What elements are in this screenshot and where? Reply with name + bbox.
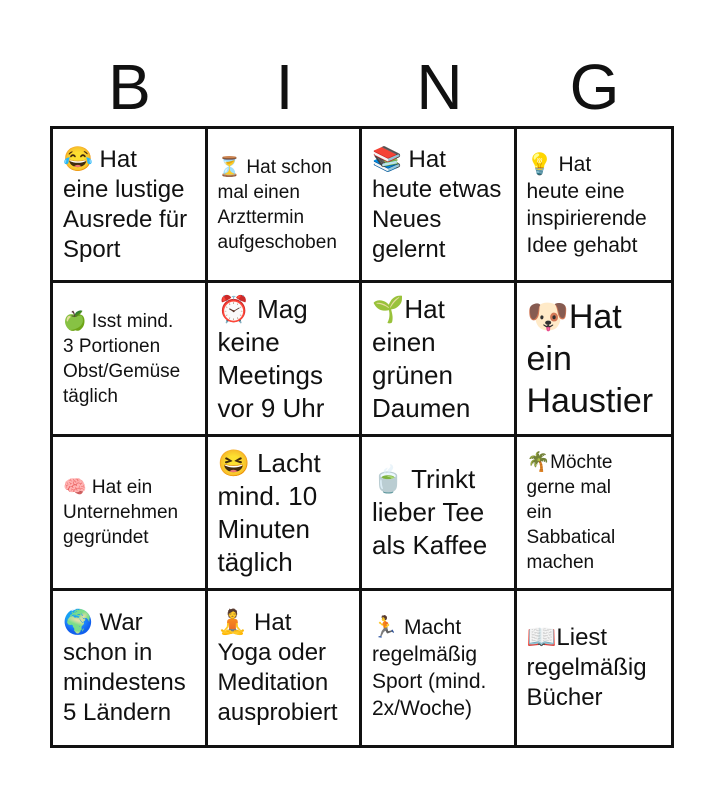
bingo-cell-r4c2[interactable]: [208, 591, 363, 745]
bingo-cell-r1c4[interactable]: [517, 129, 672, 283]
bingo-cell-r3c2[interactable]: [208, 437, 363, 591]
cell-text: 🍏 Isst mind. 3 Portionen Obst/Gemüse täglich: [63, 310, 181, 407]
cell-text: 😆 Lacht mind. 10 Minuten täglich: [217, 447, 321, 577]
bingo-cell-r2c1[interactable]: [53, 283, 208, 437]
cell-text: 📚 Hat heute etwas Neues gelernt: [372, 145, 502, 263]
bingo-cell-r3c4[interactable]: [517, 437, 672, 591]
bingo-cell-r2c4[interactable]: [517, 283, 672, 437]
cell-text: 🧠 Hat ein Unternehmen gegründet: [63, 477, 179, 548]
bingo-cell-r4c3[interactable]: [362, 591, 517, 745]
bingo-cell-r1c1[interactable]: [53, 129, 208, 283]
cell-text: 🏃 Macht regelmäßig Sport (mind. 2x/Woche): [372, 616, 487, 720]
header-letter-n: N: [416, 51, 463, 123]
cell-text: 🧘 Hat Yoga oder Meditation ausprobiert: [217, 609, 338, 726]
header-letter-i: I: [275, 51, 294, 123]
bingo-cell-r1c3[interactable]: [362, 129, 517, 283]
cell-text: 🐶Hat ein Haustier: [526, 297, 654, 420]
bingo-cell-r3c3[interactable]: [362, 437, 517, 591]
cell-text: ⏳ Hat schon mal einen Arzttermin aufgeschoben: [217, 156, 337, 253]
cell-text: 💡 Hat heute eine inspirierende Idee gehabt: [526, 152, 647, 257]
cell-text: 🌍 War schon in mindestens 5 Ländern: [63, 609, 186, 726]
bingo-grid: [50, 126, 674, 748]
bingo-cell-r4c1[interactable]: [53, 591, 208, 745]
bingo-cell-r1c2[interactable]: [208, 129, 363, 283]
cell-text: 🍵 Trinkt lieber Tee als Kaffee: [372, 464, 488, 560]
cell-text: 🌱Hat einen grünen Daumen: [372, 293, 471, 423]
cell-text: 😂 Hat eine lustige Ausrede für Sport: [63, 145, 188, 263]
header-letter-g: G: [569, 51, 620, 123]
bingo-header: [52, 52, 672, 122]
cell-text: 📖Liest regelmäßig Bücher: [526, 624, 647, 711]
bingo-cell-r2c2[interactable]: [208, 283, 363, 437]
bingo-cell-r3c1[interactable]: [53, 437, 208, 591]
bingo-cell-r2c3[interactable]: [362, 283, 517, 437]
cell-text: ⏰ Mag keine Meetings vor 9 Uhr: [217, 293, 325, 423]
cell-text: 🌴Möchte gerne mal ein Sabbatical machen: [526, 452, 616, 573]
header-letter-b: B: [108, 51, 151, 123]
bingo-cell-r4c4[interactable]: [517, 591, 672, 745]
